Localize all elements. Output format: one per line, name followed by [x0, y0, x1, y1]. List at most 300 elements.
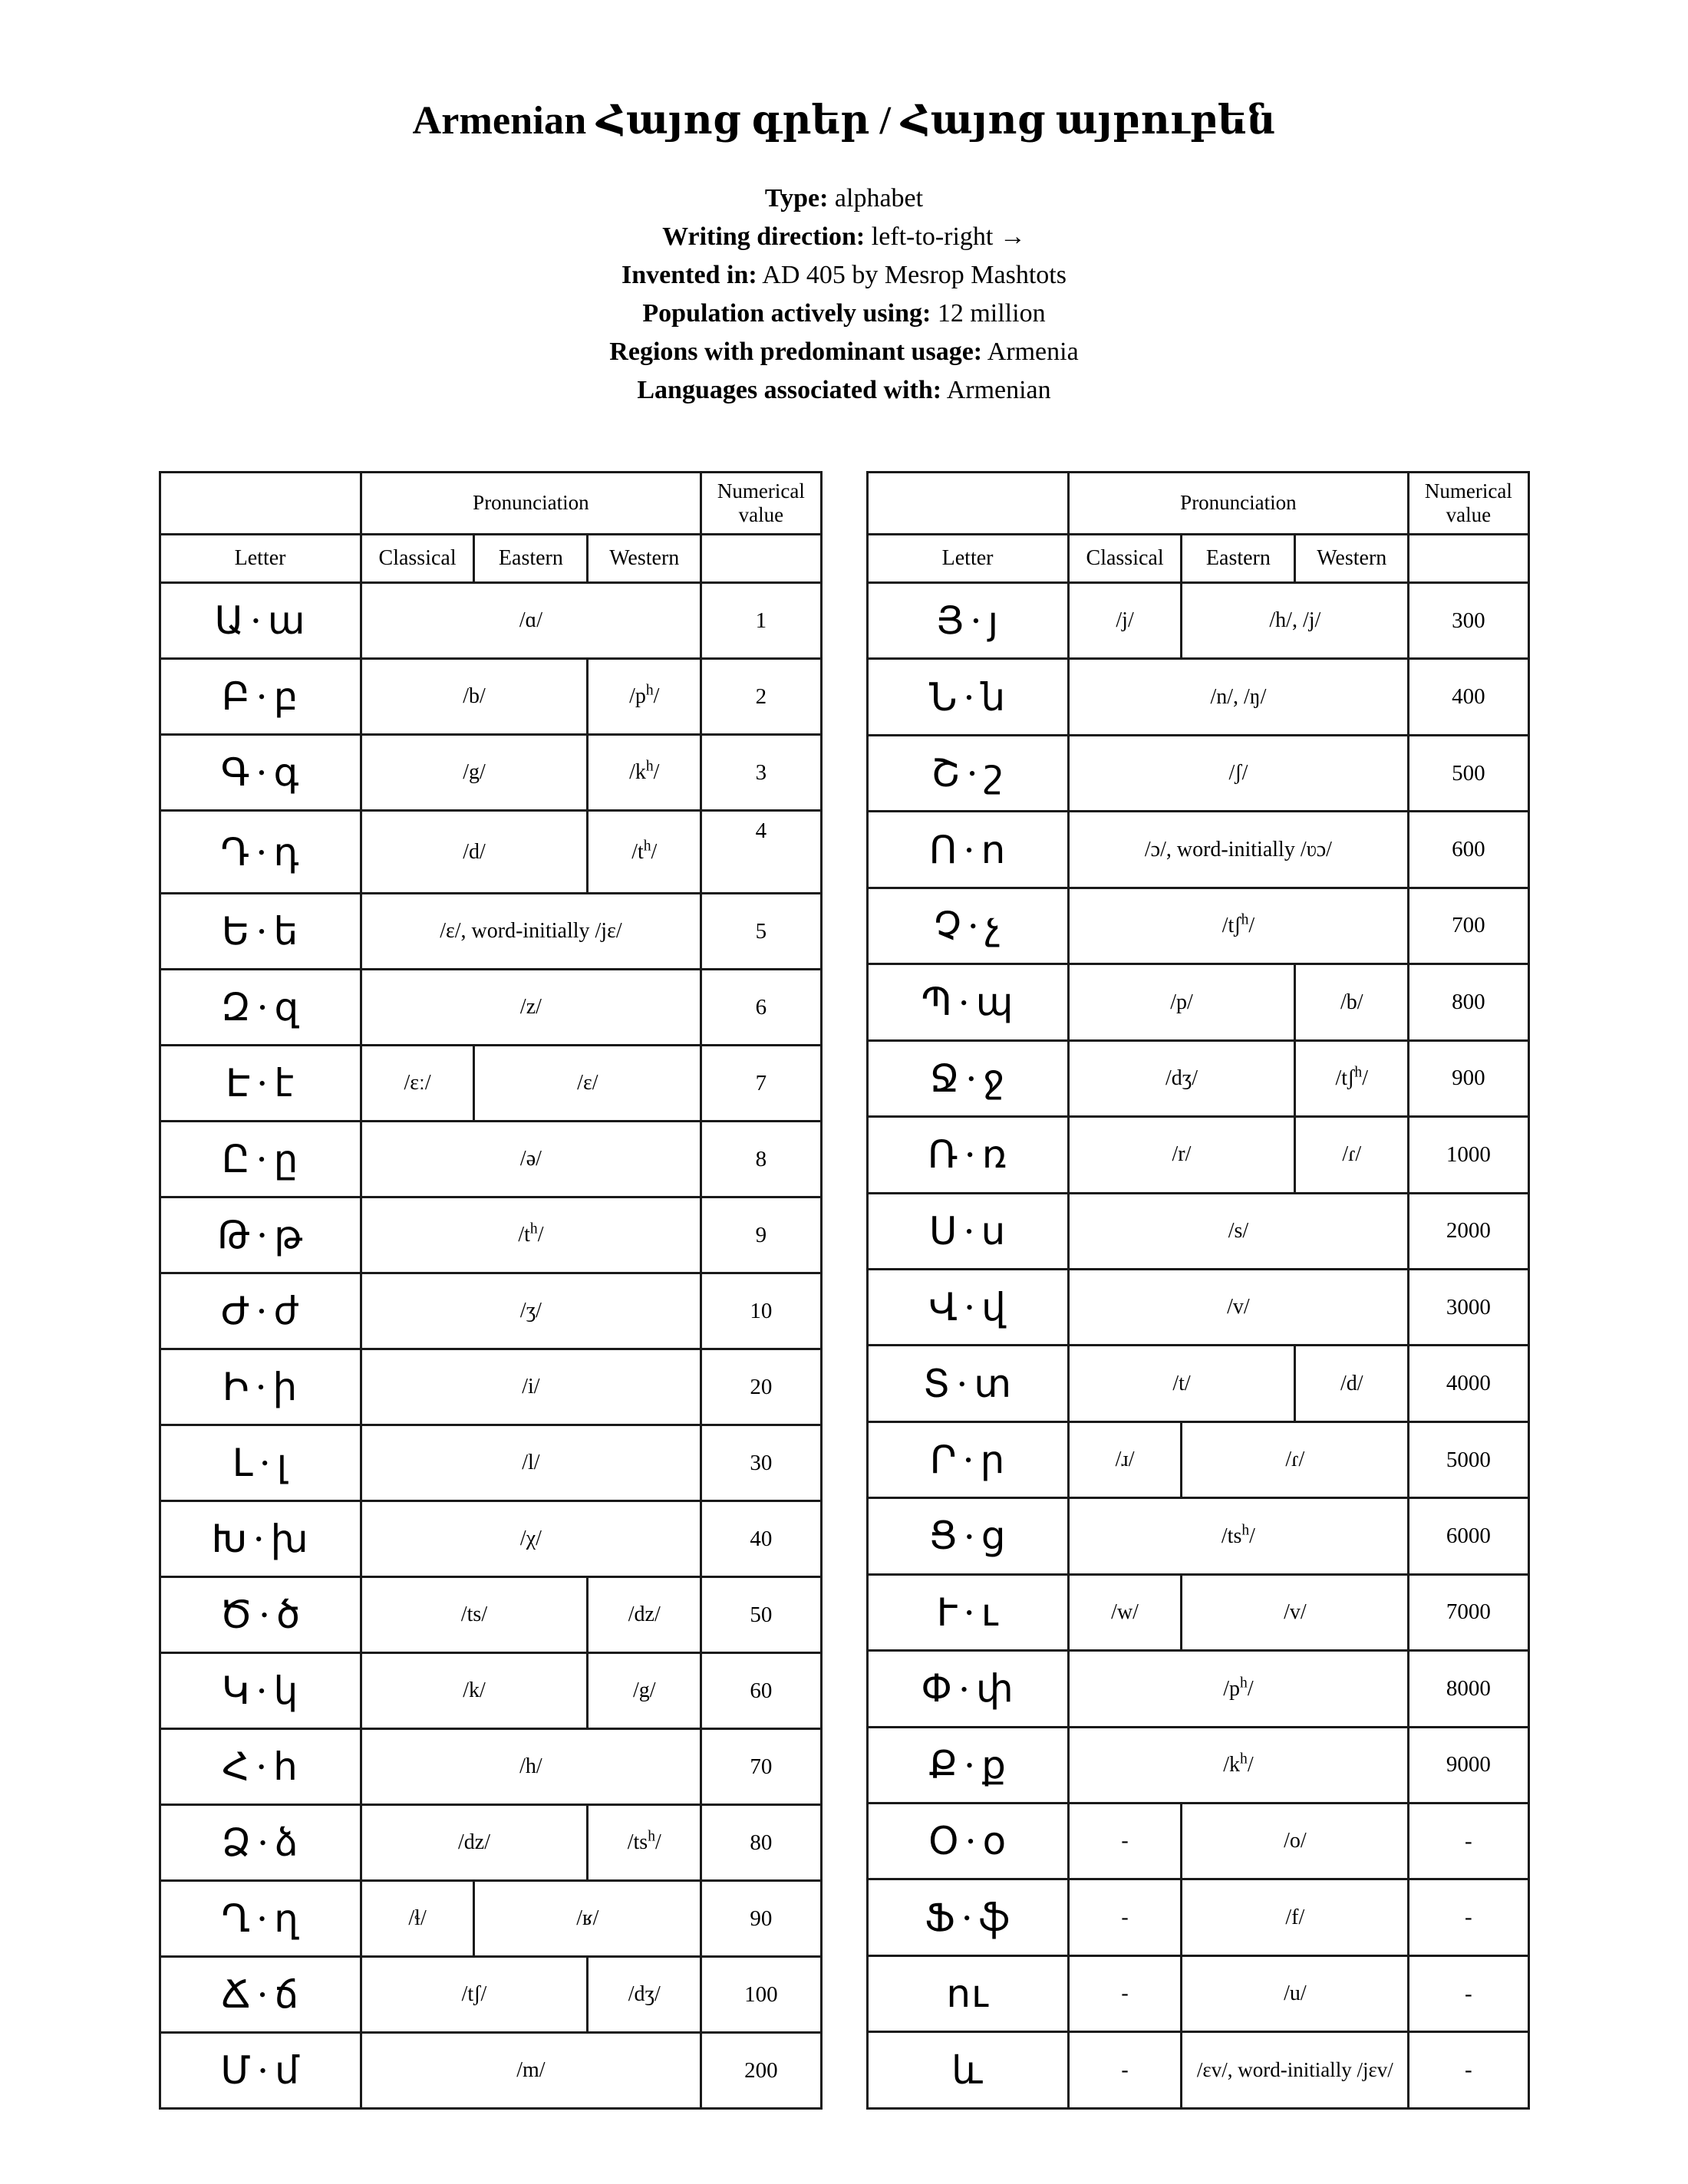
pronunciation-classical: -: [1068, 1879, 1182, 1955]
letter-lowercase: յ: [987, 598, 1000, 644]
numerical-value-cell: 4: [701, 811, 821, 894]
letter-cell: [160, 1122, 361, 1197]
meta-line-regions: [0, 333, 1688, 371]
header-letter: Letter: [160, 535, 361, 583]
pronunciation-classical: /j/: [1068, 583, 1182, 659]
letter-lowercase: ն: [981, 674, 1007, 720]
letter-uppercase: Ժ: [220, 1289, 251, 1333]
letter-cell: [867, 964, 1068, 1040]
pronunciation-classical-eastern: /dz/: [361, 1805, 588, 1881]
pronunciation-eastern-western: /ɛ/: [474, 1046, 701, 1122]
letter-lowercase: շ: [984, 751, 1004, 796]
table-row: [867, 583, 1528, 659]
letter-glyph: ու: [946, 1972, 989, 2017]
numerical-value-cell: 5000: [1409, 1421, 1528, 1497]
pronunciation-western: /b/: [1295, 964, 1409, 1040]
numerical-value-cell: 700: [1409, 888, 1528, 964]
letter-cell: [867, 888, 1068, 964]
table-row: [867, 1269, 1528, 1345]
letter-uppercase: Ե: [221, 909, 251, 954]
numerical-value-cell: 500: [1409, 735, 1528, 811]
letter-cell: [867, 1574, 1068, 1650]
letter-separator-dot: •: [259, 1072, 267, 1095]
letter-lowercase: գ: [273, 750, 300, 795]
meta-line-population: [0, 295, 1688, 333]
table-row: [160, 1501, 821, 1577]
letter-cell: [160, 1653, 361, 1729]
table-row: [867, 1574, 1528, 1650]
table-row: [160, 811, 821, 894]
header-classical: Classical: [1068, 535, 1182, 583]
table-header-row-sub: [867, 535, 1528, 583]
letter-separator-dot: •: [258, 1756, 266, 1779]
letter-lowercase: ք: [981, 1742, 1007, 1787]
table-row: [867, 1727, 1528, 1803]
pronunciation-classical: /ɛː/: [361, 1046, 474, 1122]
header-cell-blank: [160, 473, 361, 535]
pronunciation-all: /s/: [1068, 1193, 1409, 1269]
letter-uppercase: Հ: [222, 1744, 251, 1789]
letter-separator-dot: •: [967, 1830, 975, 1853]
letter-lowercase: թ: [274, 1213, 304, 1257]
table-row: [867, 1421, 1528, 1497]
letter-uppercase: Ձ: [221, 1820, 252, 1865]
letter-separator-dot: •: [966, 1296, 974, 1319]
numerical-value-cell: 8: [701, 1122, 821, 1197]
pronunciation-all: /ʃ/: [1068, 735, 1409, 811]
letter-uppercase: Է: [226, 1061, 252, 1105]
header-pronunciation: Pronunciation: [1068, 473, 1409, 535]
header-cell-blank: [867, 473, 1068, 535]
table-row: [867, 812, 1528, 888]
pronunciation-classical: /ɹ/: [1068, 1421, 1182, 1497]
pronunciation-western: $/p^h/$: [588, 659, 701, 735]
letter-lowercase: ե: [273, 909, 299, 954]
pronunciation-all: /ɛ/, word-initially /jɛ/: [361, 894, 701, 970]
letter-cell: [160, 894, 361, 970]
letter-cell: [867, 1651, 1068, 1727]
table-row: [160, 1957, 821, 2033]
table-row: [160, 659, 821, 735]
numerical-value-cell: 90: [701, 1881, 821, 1957]
letter-cell: [160, 1729, 361, 1805]
pronunciation-all: /χ/: [361, 1501, 701, 1577]
letter-separator-dot: •: [965, 1602, 974, 1625]
letter-lowercase: ո: [981, 827, 1007, 872]
pronunciation-western: $/ts^h/$: [588, 1805, 701, 1881]
letter-separator-dot: •: [966, 1144, 974, 1167]
letter-separator-dot: •: [966, 1754, 974, 1777]
meta-value-type: alphabet: [834, 183, 924, 212]
pronunciation-all: $/k^h/$: [1068, 1727, 1409, 1803]
pronunciation-classical-eastern: /d/: [361, 811, 588, 894]
meta-line-languages: [0, 371, 1688, 410]
numerical-value-cell: 70: [701, 1729, 821, 1805]
pronunciation-eastern-western: /u/: [1182, 1955, 1409, 2031]
letter-uppercase: Ւ: [936, 1589, 958, 1635]
letter-cell: [160, 1349, 361, 1425]
letter-lowercase: ր: [980, 1438, 1006, 1483]
letter-separator-dot: •: [259, 1224, 267, 1247]
table-row: [867, 735, 1528, 811]
numerical-value-cell: 1: [701, 583, 821, 659]
pronunciation-western: /g/: [588, 1653, 701, 1729]
table-row: [867, 1346, 1528, 1421]
header-eastern: Eastern: [474, 535, 588, 583]
letter-separator-dot: •: [958, 1372, 967, 1395]
numerical-value-cell: 1000: [1409, 1117, 1528, 1193]
meta-line-writing-direction: [0, 218, 1688, 256]
letter-lowercase: տ: [974, 1361, 1013, 1406]
numerical-value-cell: -: [1409, 1804, 1528, 1879]
letter-cell: [160, 1577, 361, 1653]
pronunciation-all: /v/: [1068, 1269, 1409, 1345]
letter-separator-dot: •: [969, 915, 978, 938]
letter-uppercase: Ո: [928, 827, 958, 872]
letter-lowercase: ծ: [276, 1593, 302, 1637]
letter-lowercase: ց: [981, 1514, 1007, 1559]
numerical-value-cell: 200: [701, 2033, 821, 2109]
letter-cell: [160, 659, 361, 735]
numerical-value-cell: 4000: [1409, 1346, 1528, 1421]
letter-uppercase: Դ: [220, 829, 251, 875]
letter-cell: [867, 659, 1068, 735]
pronunciation-classical-eastern: /b/: [361, 659, 588, 735]
letter-separator-dot: •: [258, 1680, 266, 1703]
table-row: [867, 1955, 1528, 2031]
letter-separator-dot: •: [261, 1604, 269, 1627]
alphabet-rows-left: [160, 583, 821, 2109]
letter-separator-dot: •: [258, 1300, 266, 1323]
pronunciation-western: $/k^h/$: [588, 735, 701, 811]
numerical-value-cell: 5: [701, 894, 821, 970]
meta-key-languages: Languages associated with:: [637, 375, 942, 404]
pronunciation-western: /d/: [1295, 1346, 1409, 1421]
letter-separator-dot: •: [965, 1525, 974, 1548]
letter-separator-dot: •: [972, 610, 981, 633]
letter-cell: [160, 1425, 361, 1501]
pronunciation-all: /ɔ/, word-initially /ʋɔ/: [1068, 812, 1409, 888]
numerical-value-cell: -: [1409, 2032, 1528, 2109]
table-row: [867, 888, 1528, 964]
meta-key-type: Type:: [764, 183, 829, 212]
letter-cell: [867, 1804, 1068, 1879]
table-row: [160, 894, 821, 970]
letter-lowercase: ա: [267, 598, 306, 643]
pronunciation-eastern-western: /ɛv/, word-initially /jɛv/: [1182, 2032, 1409, 2109]
numerical-value-cell: 50: [701, 1577, 821, 1653]
table-row: [867, 1117, 1528, 1193]
meta-value-writing-direction: left-to-right →: [871, 222, 1026, 251]
table-row: [160, 1349, 821, 1425]
letter-lowercase: ը: [273, 1137, 299, 1181]
numerical-value-cell: 7000: [1409, 1574, 1528, 1650]
table-row: [160, 1577, 821, 1653]
letter-uppercase: Ի: [222, 1365, 250, 1409]
letter-uppercase: Մ: [220, 2048, 252, 2093]
table-row: [867, 1879, 1528, 1955]
letter-uppercase: Շ: [931, 751, 961, 796]
pronunciation-all: $/ts^h/$: [1068, 1498, 1409, 1574]
header-eastern: Eastern: [1182, 535, 1295, 583]
letter-cell: [160, 1957, 361, 2033]
numerical-value-cell: 2000: [1409, 1193, 1528, 1269]
letter-cell: [867, 812, 1068, 888]
pronunciation-western: $/t^h/$: [588, 811, 701, 894]
letter-separator-dot: •: [259, 2060, 268, 2083]
letter-lowercase: ժ: [273, 1289, 300, 1333]
numerical-value-cell: 7: [701, 1046, 821, 1122]
letter-separator-dot: •: [252, 610, 260, 633]
meta-key-regions: Regions with predominant usage:: [609, 337, 983, 366]
pronunciation-eastern-western: /ɾ/: [1182, 1421, 1409, 1497]
table-row: [160, 1729, 821, 1805]
pronunciation-classical-eastern: /ts/: [361, 1577, 588, 1653]
meta-value-population: 12 million: [937, 298, 1046, 328]
header-western: Western: [1295, 535, 1409, 583]
letter-lowercase: փ: [976, 1666, 1014, 1711]
meta-value-invented-in: AD 405 by Mesrop Mashtots: [762, 260, 1067, 289]
letter-cell: [160, 1046, 361, 1122]
letter-lowercase: ի: [272, 1365, 298, 1409]
meta-line-type: [0, 180, 1688, 218]
letter-uppercase: Լ: [232, 1441, 254, 1485]
letter-uppercase: Խ: [211, 1517, 248, 1561]
letter-cell: [160, 735, 361, 811]
pronunciation-all: /h/: [361, 1729, 701, 1805]
header-western: Western: [588, 535, 701, 583]
letter-uppercase: Ֆ: [925, 1895, 956, 1940]
meta-line-invented-in: [0, 256, 1688, 295]
letter-cell: [867, 1040, 1068, 1116]
page-title: Armenian Հայոց գրեր / Հայոց այբուբեն: [412, 99, 1276, 143]
pronunciation-all: $/p^h/$: [1068, 1651, 1409, 1727]
table-row: [160, 735, 821, 811]
numerical-value-cell: 6000: [1409, 1498, 1528, 1574]
table-row: [867, 2032, 1528, 2109]
pronunciation-classical-eastern: /dʒ/: [1068, 1040, 1295, 1116]
letter-uppercase: Յ: [936, 598, 965, 644]
table-row: [867, 1040, 1528, 1116]
letter-uppercase: Վ: [928, 1285, 958, 1330]
letter-separator-dot: •: [965, 838, 974, 861]
letter-lowercase: բ: [273, 674, 299, 719]
letter-lowercase: ջ: [983, 1056, 1006, 1101]
meta-value-languages: Armenian: [946, 375, 1051, 404]
header-letter: Letter: [867, 535, 1068, 583]
numerical-value-cell: -: [1409, 1879, 1528, 1955]
letter-lowercase: լ: [276, 1441, 288, 1485]
letter-lowercase: ֆ: [978, 1895, 1011, 1940]
table-row: [160, 1046, 821, 1122]
letter-uppercase: Փ: [921, 1666, 953, 1711]
letter-cell: [867, 1727, 1068, 1803]
numerical-value-cell: -: [1409, 1955, 1528, 2031]
numerical-value-cell: 900: [1409, 1040, 1528, 1116]
pronunciation-western: /dz/: [588, 1577, 701, 1653]
table-row: [160, 1122, 821, 1197]
pronunciation-classical: -: [1068, 1955, 1182, 2031]
letter-separator-dot: •: [259, 996, 267, 1020]
numerical-value-cell: 10: [701, 1273, 821, 1349]
letter-cell: [867, 735, 1068, 811]
letter-cell: [160, 1197, 361, 1273]
letter-separator-dot: •: [255, 1528, 263, 1551]
numerical-value-cell: 3000: [1409, 1269, 1528, 1345]
header-cell-blank-2: [1409, 535, 1528, 583]
letter-uppercase: Ջ: [929, 1056, 961, 1101]
letter-lowercase: ձ: [275, 1820, 299, 1865]
pronunciation-eastern-western: /h/, /j/: [1182, 583, 1409, 659]
pronunciation-all: /n/, /ŋ/: [1068, 659, 1409, 735]
table-row: [867, 1651, 1528, 1727]
meta-value-regions: Armenia: [987, 337, 1079, 366]
letter-lowercase: ճ: [274, 1972, 300, 2017]
pronunciation-classical: -: [1068, 1804, 1182, 1879]
letter-cell: [867, 2032, 1068, 2109]
meta-key-population: Population actively using:: [642, 298, 931, 328]
numerical-value-cell: 800: [1409, 964, 1528, 1040]
letter-lowercase: է: [274, 1061, 295, 1105]
letter-lowercase: մ: [275, 2048, 300, 2093]
letter-separator-dot: •: [259, 1832, 268, 1855]
numerical-value-cell: 40: [701, 1501, 821, 1577]
pronunciation-western: /tʃ$^h$/: [1295, 1040, 1409, 1116]
letter-uppercase: Ղ: [221, 1896, 251, 1941]
pronunciation-eastern-western: /o/: [1182, 1804, 1409, 1879]
letter-separator-dot: •: [963, 1906, 971, 1929]
letter-uppercase: Ը: [221, 1137, 251, 1181]
letter-separator-dot: •: [965, 1220, 974, 1243]
letter-cell: [160, 811, 361, 894]
letter-cell: [160, 1805, 361, 1881]
letter-uppercase: Չ: [934, 903, 962, 948]
pronunciation-all: /i/: [361, 1349, 701, 1425]
letter-lowercase: չ: [984, 903, 1002, 948]
letter-cell: [160, 2033, 361, 2109]
letter-separator-dot: •: [960, 1678, 969, 1701]
table-row: [160, 1425, 821, 1501]
letter-lowercase: ղ: [274, 1896, 299, 1941]
letter-cell: [867, 1193, 1068, 1269]
letter-separator-dot: •: [258, 762, 266, 785]
numerical-value-cell: 30: [701, 1425, 821, 1501]
letter-uppercase: Ք: [928, 1742, 959, 1787]
letter-separator-dot: •: [258, 686, 266, 709]
letter-cell: [867, 1346, 1068, 1421]
letter-uppercase: Ր: [929, 1438, 958, 1483]
letter-lowercase: խ: [270, 1517, 309, 1561]
table-header-row-top: [867, 473, 1528, 535]
letter-cell: [867, 1117, 1068, 1193]
pronunciation-classical: /w/: [1068, 1574, 1182, 1650]
letter-uppercase: Բ: [221, 674, 251, 719]
letter-separator-dot: •: [258, 1908, 267, 1931]
letter-cell: [867, 1879, 1068, 1955]
letter-uppercase: Ն: [928, 674, 958, 720]
letter-lowercase: ս: [981, 1208, 1007, 1253]
numerical-value-cell: 20: [701, 1349, 821, 1425]
pronunciation-all: /ə/: [361, 1122, 701, 1197]
letter-separator-dot: •: [258, 841, 266, 864]
letter-separator-dot: •: [261, 1452, 269, 1475]
letter-uppercase: Ռ: [928, 1132, 959, 1178]
letter-uppercase: Գ: [220, 750, 251, 795]
numerical-value-cell: 60: [701, 1653, 821, 1729]
letter-cell: [867, 1269, 1068, 1345]
pronunciation-classical-eastern: /p/: [1068, 964, 1295, 1040]
table-header-row-sub: [160, 535, 821, 583]
table-row: [160, 970, 821, 1046]
meta-key-writing-direction: Writing direction:: [662, 222, 865, 251]
pronunciation-all: /ɑ/: [361, 583, 701, 659]
letter-separator-dot: •: [257, 1376, 265, 1399]
pronunciation-all: $/t^h/$: [361, 1197, 701, 1273]
table-row: [160, 1273, 821, 1349]
letter-uppercase: Տ: [923, 1361, 951, 1406]
table-row: [160, 1653, 821, 1729]
pronunciation-eastern-western: /f/: [1182, 1879, 1409, 1955]
letter-uppercase: Ծ: [219, 1593, 254, 1637]
letter-uppercase: Օ: [928, 1819, 960, 1864]
pronunciation-classical-eastern: /k/: [361, 1653, 588, 1729]
header-cell-blank-2: [701, 535, 821, 583]
letter-cell: [867, 1955, 1068, 2031]
letter-lowercase: հ: [273, 1744, 298, 1789]
letter-uppercase: Պ: [921, 980, 953, 1025]
letter-lowercase: օ: [982, 1819, 1007, 1864]
letter-uppercase: Ճ: [221, 1972, 252, 2017]
letter-lowercase: վ: [981, 1285, 1007, 1330]
letter-uppercase: Զ: [220, 985, 252, 1029]
alphabet-rows-right: [867, 583, 1528, 2109]
table-row: [160, 1805, 821, 1881]
letter-lowercase: ռ: [981, 1132, 1008, 1178]
table-row: [867, 1498, 1528, 1574]
numerical-value-cell: 100: [701, 1957, 821, 2033]
letter-separator-dot: •: [968, 763, 977, 786]
letter-uppercase: Ս: [928, 1208, 958, 1253]
alphabet-table-left: [159, 471, 823, 2110]
letter-cell: [160, 1501, 361, 1577]
letter-cell: [867, 1498, 1068, 1574]
letter-lowercase: կ: [273, 1668, 299, 1713]
letter-cell: [160, 1881, 361, 1957]
pronunciation-all: /tʃ$^h$/: [1068, 888, 1409, 964]
pronunciation-classical: -: [1068, 2032, 1182, 2109]
alphabet-table-right: [866, 471, 1530, 2110]
pronunciation-all: /ʒ/: [361, 1273, 701, 1349]
letter-uppercase: Ց: [928, 1514, 958, 1559]
letter-separator-dot: •: [258, 921, 266, 944]
numerical-value-cell: 80: [701, 1805, 821, 1881]
letter-glyph: և: [951, 2047, 984, 2093]
pronunciation-classical-eastern: /r/: [1068, 1117, 1295, 1193]
letter-uppercase: Ա: [214, 598, 245, 643]
table-row: [160, 583, 821, 659]
letter-separator-dot: •: [258, 1148, 266, 1171]
numerical-value-cell: 9: [701, 1197, 821, 1273]
letter-lowercase: ւ: [981, 1589, 999, 1635]
alphabet-tables: [0, 471, 1688, 2110]
pronunciation-eastern-western: /ʁ/: [474, 1881, 701, 1957]
numerical-value-cell: 400: [1409, 659, 1528, 735]
header-numerical-value: Numerical value: [1409, 473, 1528, 535]
letter-lowercase: զ: [274, 985, 300, 1029]
table-row: [867, 1804, 1528, 1879]
pronunciation-classical: /ɬ/: [361, 1881, 474, 1957]
numerical-value-cell: 9000: [1409, 1727, 1528, 1803]
